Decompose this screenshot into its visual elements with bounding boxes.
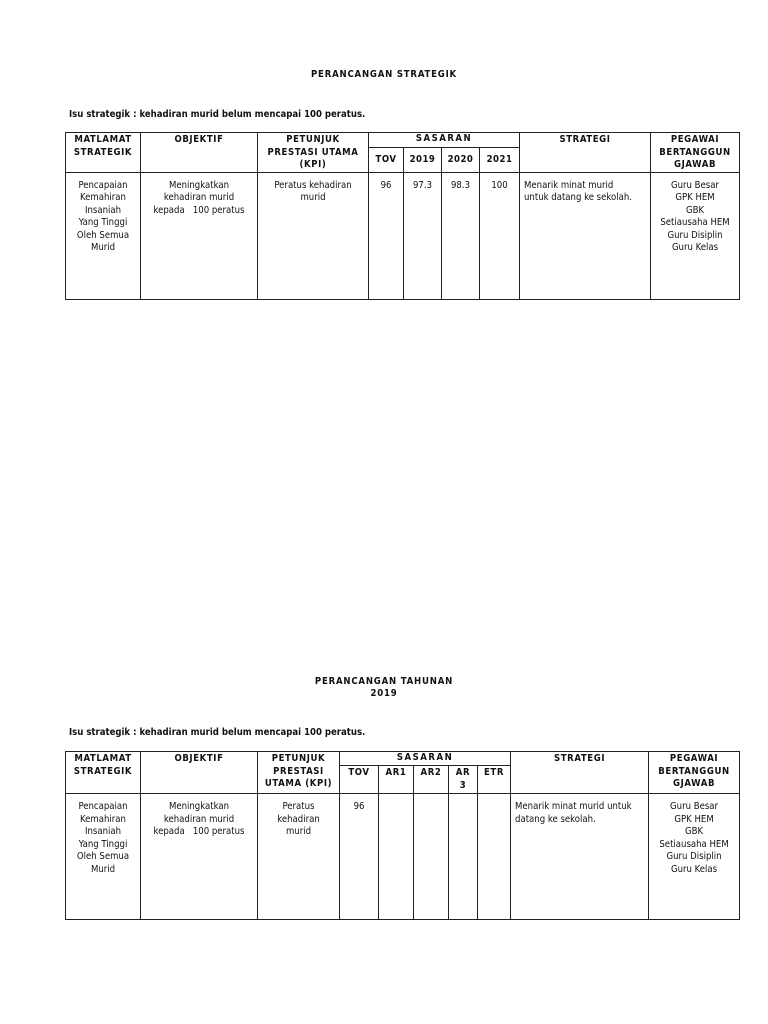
header-etr: ETR [478, 766, 511, 794]
cell-pegawai: Guru Besar GPK HEM GBK Setiausaha HEM Guru Disiplin Guru Kelas [651, 172, 740, 299]
header-2020: 2020 [442, 148, 480, 172]
header-objektif: OBJEKTIF [141, 752, 258, 794]
cell-kpi: Peratus kehadiran murid [258, 794, 340, 920]
cell-matlamat: Pencapaian Kemahiran Insaniah Yang Tinggi Oleh Semua Murid [66, 794, 141, 920]
cell-strategi: Menarik minat murid untuk datang ke sekolah. [511, 794, 649, 920]
cell-tov: 96 [369, 172, 404, 299]
header-sasaran: SASARAN [369, 133, 520, 148]
header-2021: 2021 [480, 148, 520, 172]
cell-2019: 97.3 [404, 172, 442, 299]
header-pegawai-bertanggungjawab: PEGAWAI BERTANGGUN GJAWAB [651, 133, 740, 173]
header-2019: 2019 [404, 148, 442, 172]
cell-ar1 [379, 794, 414, 920]
cell-etr [478, 794, 511, 920]
cell-matlamat: Pencapaian Kemahiran Insaniah Yang Tinggi Oleh Semua Murid [66, 172, 141, 299]
header-objektif: OBJEKTIF [141, 133, 258, 173]
section2-title: PERANCANGAN TAHUNAN 2019 [314, 676, 454, 699]
cell-objektif: Meningkatkan kehadiran murid kepada 100 peratus [141, 794, 258, 920]
section1-issue-statement: Isu strategik : kehadiran murid belum mencapai 100 peratus. [69, 109, 366, 120]
header-kpi: PETUNJUK PRESTASI UTAMA (KPI) [258, 752, 340, 794]
cell-kpi: Peratus kehadiran murid [258, 172, 369, 299]
header-ar2: AR2 [414, 766, 449, 794]
header-ar3: AR 3 [449, 766, 478, 794]
header-matlamat-strategik: MATLAMAT STRATEGIK [66, 133, 141, 173]
header-strategi: STRATEGI [511, 752, 649, 794]
cell-ar3 [449, 794, 478, 920]
header-sasaran: SASARAN [340, 752, 511, 766]
header-tov: TOV [340, 766, 379, 794]
cell-2021: 100 [480, 172, 520, 299]
header-strategi: STRATEGI [520, 133, 651, 173]
cell-objektif: Meningkatkan kehadiran murid kepada 100 peratus [141, 172, 258, 299]
header-kpi: PETUNJUK PRESTASI UTAMA (KPI) [258, 133, 369, 173]
cell-tov: 96 [340, 794, 379, 920]
cell-strategi: Menarik minat murid untuk datang ke sekolah. [520, 172, 651, 299]
header-tov: TOV [369, 148, 404, 172]
strategic-plan-table [65, 132, 740, 300]
section1-title: PERANCANGAN STRATEGIK [311, 69, 457, 80]
header-matlamat-strategik: MATLAMAT STRATEGIK [66, 752, 141, 794]
section2-issue-statement: Isu strategik : kehadiran murid belum mencapai 100 peratus. [69, 727, 366, 738]
header-ar1: AR1 [379, 766, 414, 794]
cell-2020: 98.3 [442, 172, 480, 299]
cell-pegawai: Guru Besar GPK HEM GBK Setiausaha HEM Guru Disiplin Guru Kelas [649, 794, 740, 920]
annual-plan-table [65, 751, 740, 920]
header-pegawai-bertanggungjawab: PEGAWAI BERTANGGUN GJAWAB [649, 752, 740, 794]
cell-ar2 [414, 794, 449, 920]
